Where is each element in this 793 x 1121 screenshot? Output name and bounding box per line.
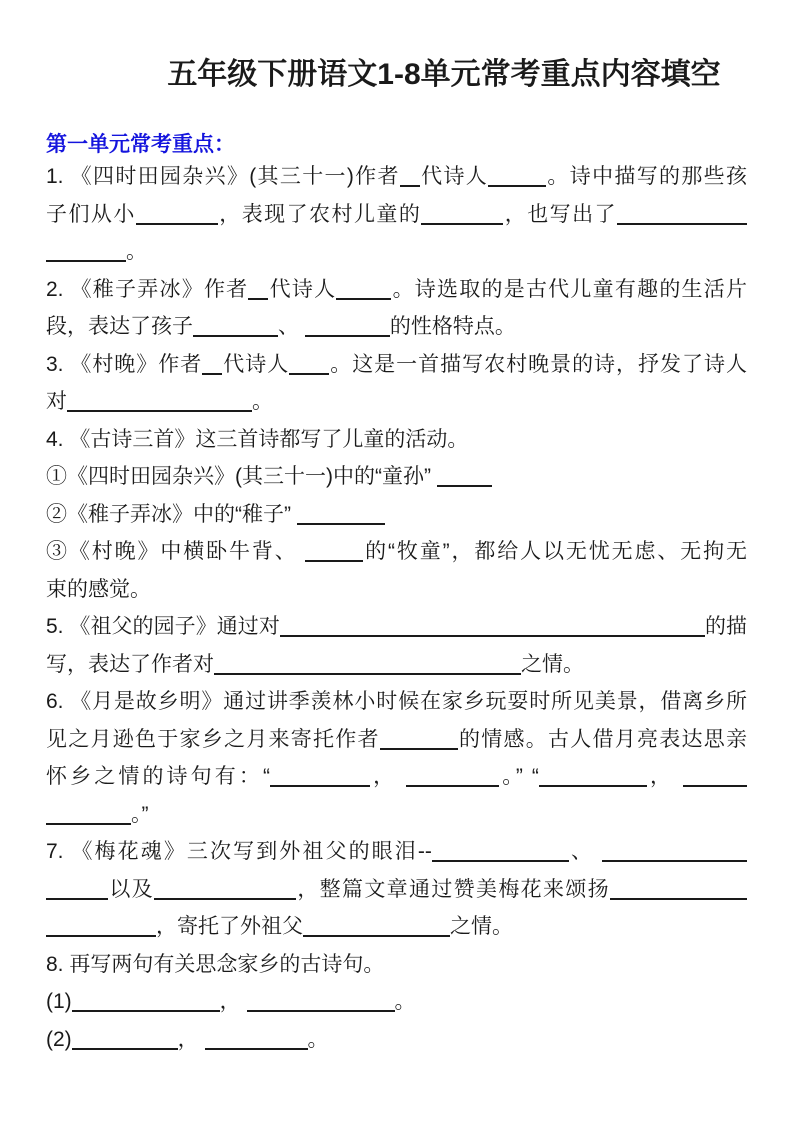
question-text: 。 [252, 390, 273, 413]
question-text: 、 [278, 315, 305, 338]
question-6 [46, 683, 747, 833]
question-line [46, 721, 747, 759]
question-text: 4. 《古诗三首》这三首诗都写了儿童的活动。 [46, 427, 469, 451]
question-4 [46, 421, 747, 459]
fill-in-blank [67, 390, 252, 412]
question-5 [46, 608, 747, 683]
fill-in-blank [539, 765, 647, 787]
fill-in-blank [72, 1028, 178, 1050]
fill-in-blank [72, 990, 220, 1012]
fill-in-blank [248, 278, 268, 300]
fill-in-blank [46, 240, 126, 262]
fill-in-blank [46, 878, 108, 900]
question-text: 。 [126, 240, 147, 263]
fill-in-blank [46, 803, 131, 825]
fill-in-blank [247, 990, 395, 1012]
question-line [46, 308, 747, 346]
question-text: 7. 《梅花魂》三次写到外祖父的眼泪-- [46, 840, 432, 863]
question-line [46, 383, 747, 421]
question-text: 代诗人 [268, 277, 337, 301]
fill-in-blank [46, 915, 156, 937]
question-8-sub-1 [46, 983, 747, 1021]
fill-in-blank [437, 465, 492, 487]
fill-in-blank [683, 765, 747, 787]
question-text: ②《稚子弄冰》中的“稚子” [46, 502, 297, 526]
fill-in-blank [136, 203, 218, 225]
fill-in-blank [432, 840, 569, 862]
question-line [46, 796, 747, 834]
question-line [46, 946, 747, 984]
question-line [46, 271, 747, 309]
section-heading: 第一单元常考重点： [46, 133, 235, 156]
fill-in-blank [380, 728, 458, 750]
question-line [46, 871, 747, 909]
question-text: 。这是一首描写农村晚景的诗，抒发了诗人 [329, 352, 747, 376]
question-text: 写，表达了作者对 [46, 652, 214, 676]
fill-in-blank [205, 1028, 308, 1050]
fill-in-blank [280, 615, 705, 637]
question-text: (2) [46, 1027, 72, 1051]
question-line [46, 908, 747, 946]
question-1 [46, 158, 747, 271]
question-text: 8. 再写两句有关思念家乡的古诗句。 [46, 952, 385, 976]
question-line [46, 833, 747, 871]
fill-in-blank [305, 540, 363, 562]
question-7 [46, 833, 747, 946]
fill-in-blank [421, 203, 503, 225]
fill-in-blank [303, 915, 450, 937]
question-text: (1) [46, 990, 72, 1013]
question-text: 见之月逊色于家乡之月来寄托作者 [46, 727, 380, 751]
fill-in-blank [154, 878, 296, 900]
fill-in-blank [270, 765, 370, 787]
fill-in-blank [406, 765, 499, 787]
fill-in-blank [297, 503, 385, 525]
question-text: 代诗人 [419, 165, 489, 188]
question-line [46, 196, 747, 234]
question-text: 束的感觉。 [46, 577, 151, 601]
fill-in-blank [289, 353, 329, 375]
question-text: ①《四时田园杂兴》(其三十一)中的“童孙” [46, 465, 437, 488]
worksheet-body [46, 158, 747, 1058]
question-line [46, 158, 747, 196]
question-4-sub-3 [46, 533, 747, 608]
question-text: 之情。 [450, 915, 513, 938]
question-text: 2. 《稚子弄冰》作者 [46, 277, 249, 301]
page-title: 五年级下册语文1-8单元常考重点内容填空 [167, 58, 721, 91]
fill-in-blank [610, 878, 747, 900]
question-text: 。” “ [499, 765, 539, 788]
question-4-sub-2 [46, 496, 747, 534]
question-text: 6. 《月是故乡明》通过讲季羡林小时候在家乡玩耍时所见美景，借离乡所 [46, 690, 747, 713]
question-line [46, 421, 747, 459]
question-text: 的“牧童”，都给人以无忧无虑、无拘无 [363, 540, 747, 563]
question-text: 段，表达了孩子 [46, 315, 193, 338]
question-text: 。 [307, 1027, 329, 1051]
question-text: 的描 [704, 615, 747, 638]
question-text: 。” [131, 802, 149, 826]
question-8 [46, 946, 747, 984]
fill-in-blank [305, 315, 390, 337]
question-text: 对 [46, 390, 67, 413]
question-text: ，寄托了外祖父 [156, 915, 303, 938]
question-line [46, 346, 747, 384]
question-line [46, 758, 747, 796]
question-3 [46, 346, 747, 421]
question-4-sub-1 [46, 458, 747, 496]
question-line [46, 1021, 747, 1059]
question-text: 代诗人 [222, 352, 290, 376]
question-line [46, 646, 747, 684]
question-text: 。 [394, 990, 416, 1013]
question-text: 5. 《祖父的园子》通过对 [46, 615, 280, 638]
question-text: 3. 《村晚》作者 [46, 352, 203, 376]
question-line [46, 608, 747, 646]
fill-in-blank [602, 840, 747, 862]
question-8-sub-2 [46, 1021, 747, 1059]
question-text: 。诗中描写的那些孩 [546, 165, 748, 188]
question-text: ，表现了农村儿童的 [217, 202, 422, 226]
question-text: ③《村晚》中横卧牛背、 [46, 540, 306, 563]
question-text: 、 [568, 840, 602, 863]
question-text: ， [219, 990, 247, 1013]
question-line [46, 683, 747, 721]
question-2 [46, 271, 747, 346]
fill-in-blank [488, 165, 546, 187]
question-text: 。诗选取的是古代儿童有趣的生活片 [391, 277, 748, 301]
question-text: 怀乡之情的诗句有：“ [46, 765, 270, 788]
question-line [46, 533, 747, 571]
fill-in-blank [214, 653, 521, 675]
question-text: 1. 《四时田园杂兴》(其三十一)作者 [46, 165, 400, 188]
fill-in-blank [400, 165, 420, 187]
question-text: ， [646, 765, 683, 788]
question-line [46, 458, 747, 496]
question-line [46, 233, 747, 271]
question-text: 子们从小 [46, 202, 136, 226]
question-text: 的情感。古人借月亮表达思亲 [457, 727, 747, 751]
question-line [46, 571, 747, 609]
question-text: 之情。 [521, 652, 584, 676]
question-text: ，也写出了 [503, 202, 618, 226]
question-line [46, 496, 747, 534]
fill-in-blank [193, 315, 278, 337]
question-text: ， [177, 1027, 205, 1051]
question-text: ， [370, 765, 407, 788]
fill-in-blank [202, 353, 222, 375]
question-text: ，整篇文章通过赞美梅花来颂扬 [296, 877, 610, 901]
fill-in-blank [336, 278, 391, 300]
fill-in-blank [617, 203, 747, 225]
question-line [46, 983, 747, 1021]
question-text: 以及 [108, 877, 154, 901]
question-text: 的性格特点。 [389, 315, 516, 338]
